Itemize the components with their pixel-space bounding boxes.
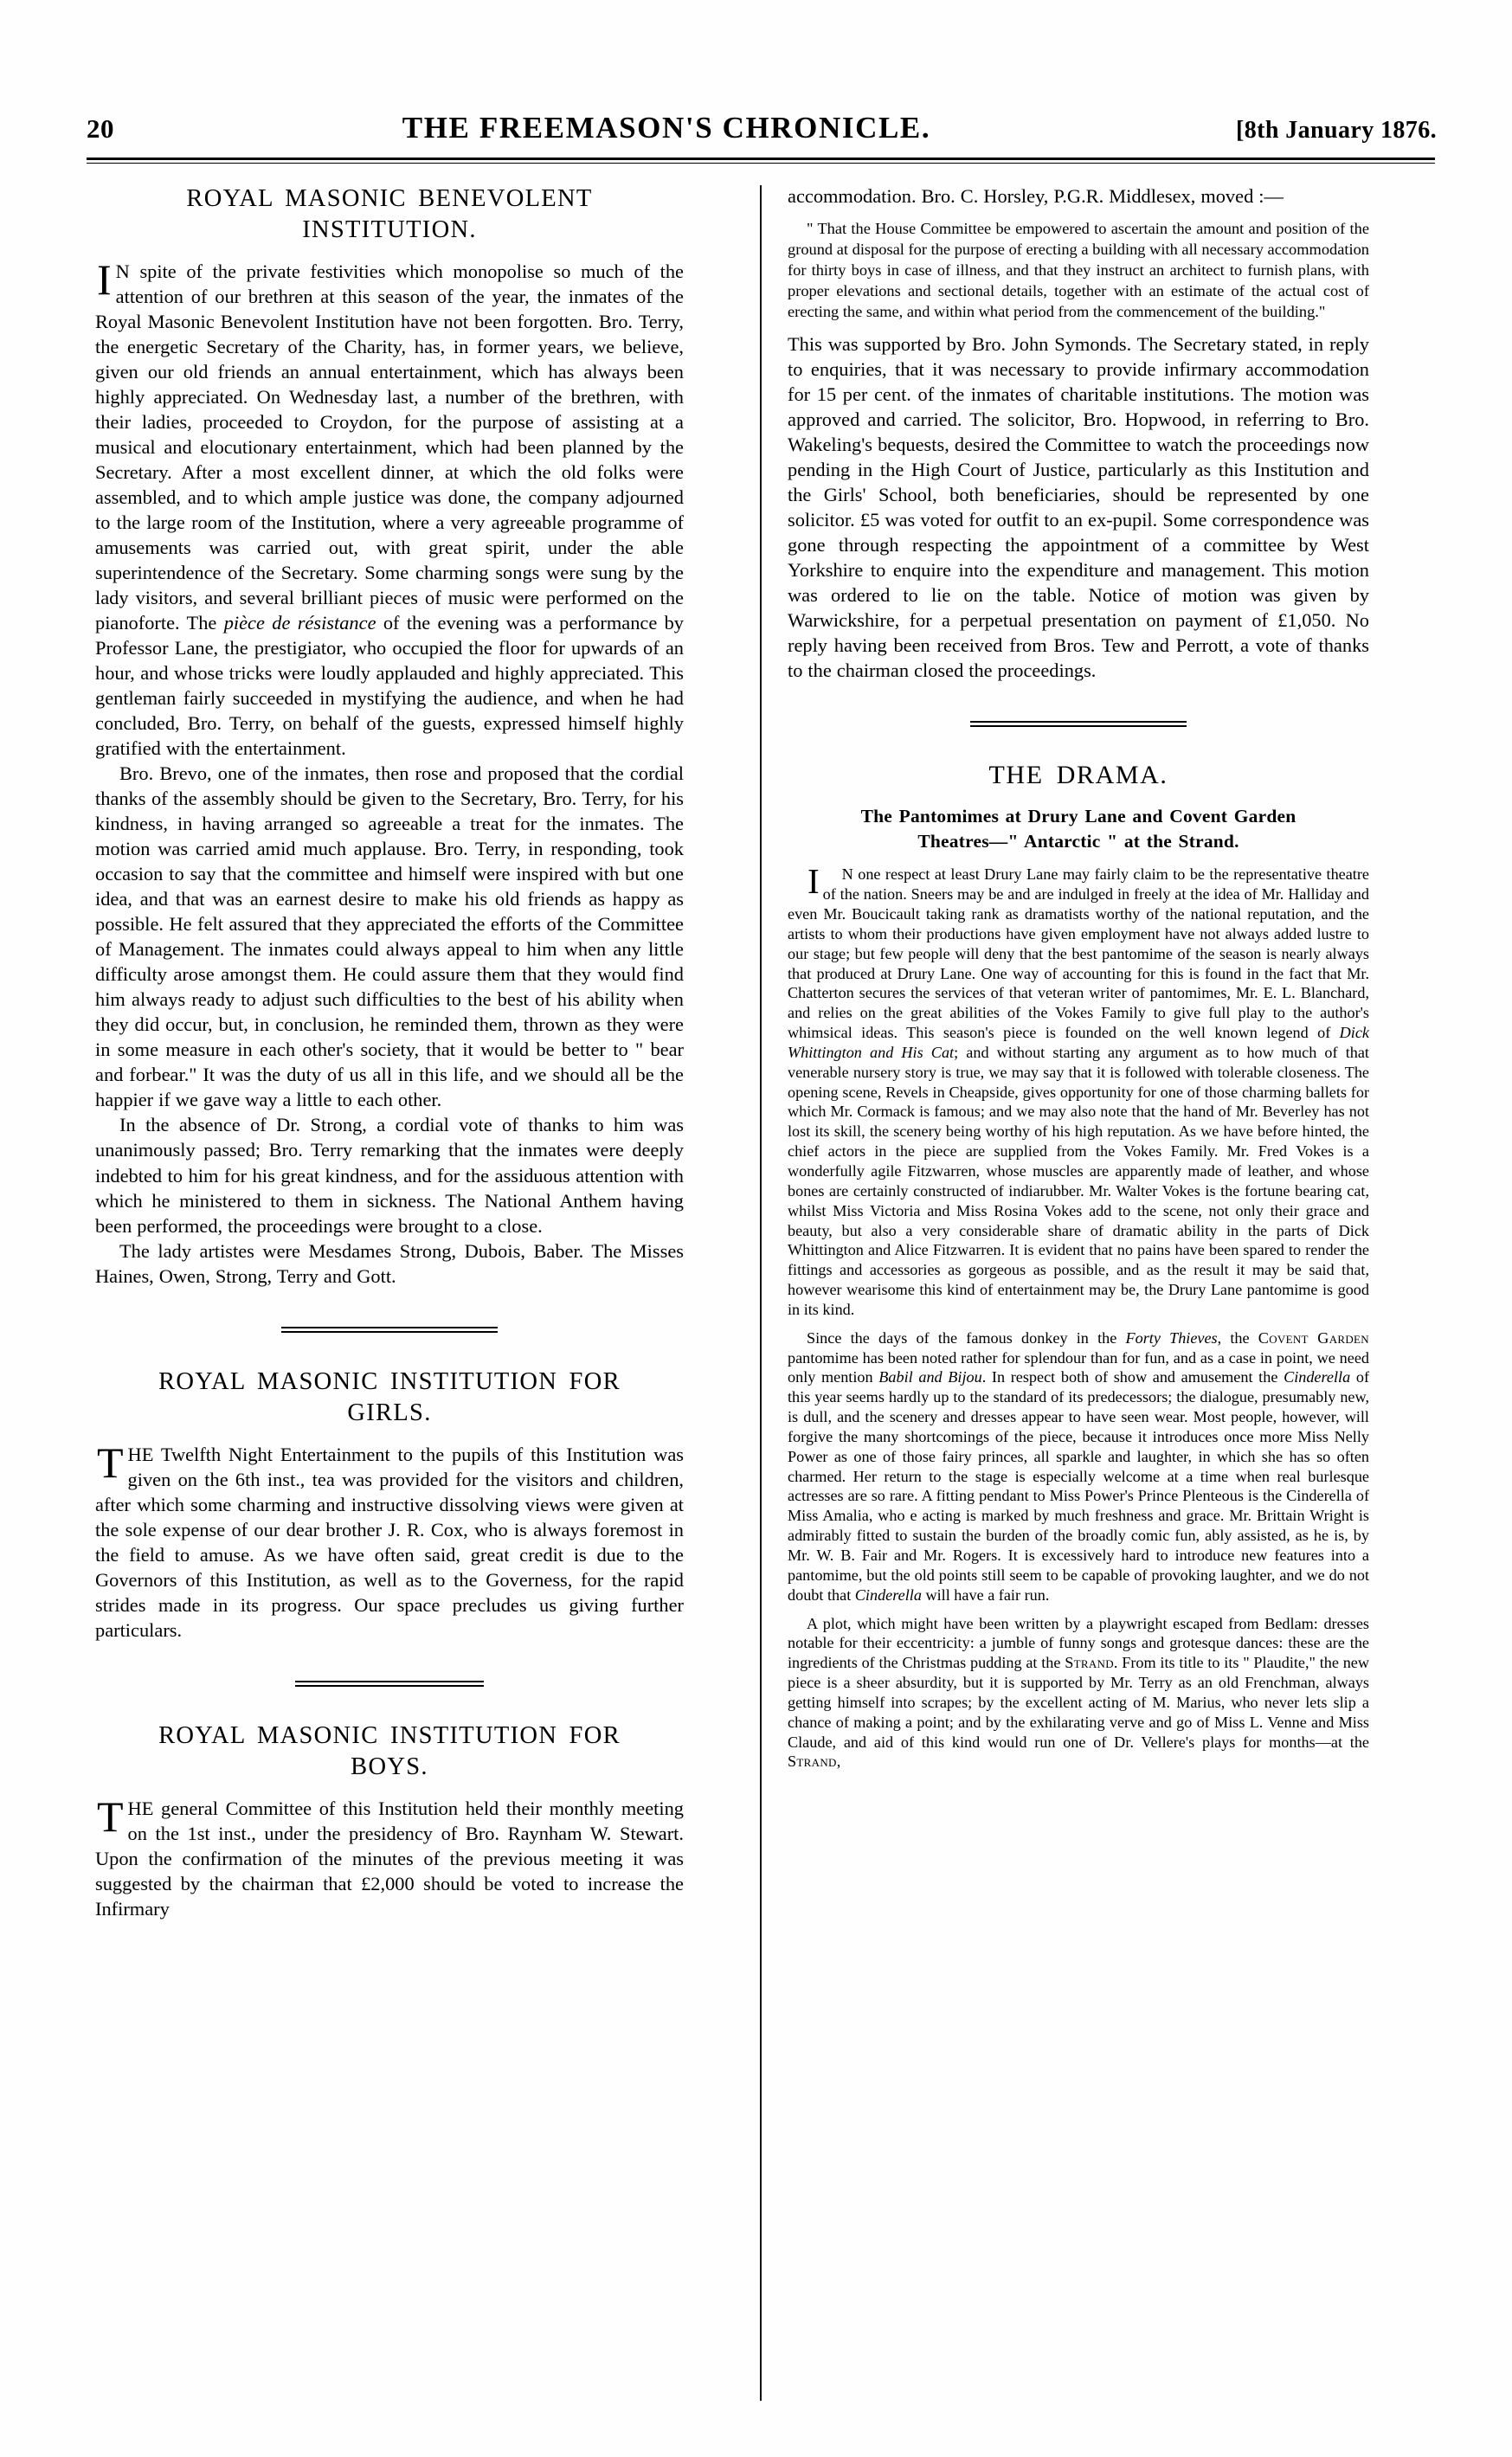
drama-dropcap: I — [807, 861, 820, 902]
drama-subheading-line1: The Pantomimes at Drury Lane and Covent Garden — [860, 805, 1296, 827]
article-the-drama — [788, 761, 1369, 1772]
article1-para1-text: N spite of the private festivities which monopolise so much of the attention of our brethren at this season of the year, the inmates of the Royal Masonic Benevolent Institution have not been forgotten. Bro. Terry, the energetic Secretary of the Charity, has, in former years, we believe, given our old friends an annual entertainment, which has always been highly appreciated. On Wednesday last, a number of the brethren, with their ladies, proceeded to Croydon, for the purpose of assisting at a musical and elocutionary entertainment, which had been planned by the Secretary. After a most excellent dinner, at which the old folks were assembled, and to which ample justice was done, the company adjourned to the large room of the Institution, where a very agreeable programme of amusements was carried out, with great spirit, under the able superintendence of the Secretary. Some charming songs were sung by the lady visitors, and several brilliant pieces of music were performed on the pianoforte. The — [95, 260, 684, 634]
drama-subheading-line2: Theatres—" Antarctic " at the Strand. — [917, 831, 1239, 852]
article3-heading-line2: BOYS. — [351, 1753, 428, 1781]
issue-date: [8th January 1876. — [1236, 117, 1437, 144]
article2-heading — [95, 1367, 684, 1430]
drama-para2-d: . In respect both of show and amusement the — [981, 1368, 1284, 1386]
drama-para1-b: ; and without starting any argument as to how much of that venerable nursery story is true, we may say that it is followed with tolerable closeness. The opening scene, Revels in Cheapside, gives opportunity for one of those charming ballets for which Mr. Cormack is famous; and we may also note that the hand of Mr. Beverley has not lost its skill, the scenery being worthy of his high reputation. As we have before hinted, the chief actors in the piece are supplied from the Vokes Family. Mr. Fred Vokes is a wonderfully agile Fitzwarren, whose muscles are apparently made of leather, and whose bones are certainly constructed of indiarubber. Mr. Walter Vokes is the fortune bearing cat, whilst Miss Victoria and Miss Rosina Vokes add to the scene, not only their grace and beauty, but also a very considerable share of dramatic ability in the parts of Dick Whittington and Alice Fitzwarren. It is evident that no pains have been spared to render the fittings and accessories as gorgeous as possible, and as the result it may be said that, however wearisome this kind of entertainment may be, the Drury Lane pantomime is good in its kind. — [788, 1043, 1369, 1318]
article-royal-masonic-institution-for-girls — [95, 1367, 684, 1643]
section-divider-2 — [295, 1681, 484, 1686]
article-royal-masonic-institution-for-boys — [95, 1721, 684, 1921]
article1-heading — [95, 183, 684, 247]
drama-para2-italic-babil-and-bijou: Babil and Bijou — [878, 1368, 982, 1386]
article3-heading-line1: ROYAL MASONIC INSTITUTION FOR — [158, 1721, 621, 1749]
article3-dropcap: T — [97, 1791, 124, 1841]
drama-para3-c: , — [836, 1753, 841, 1771]
drama-para1-a: N one respect at least Drury Lane may fairly claim to be the representative theatre of the nation. Sneers may be and are indulged in freely at the idea of Mr. Halliday and even Mr. Boucicault taking rank as dramatists worthy of the national reputation, and the artists to whom their productions have given employment have not always added lustre to our stage; but few people will deny that the best pantomime of the season is nearly always that produced at Drury Lane. One way of accounting for this is found in the fact that Mr. Chatterton secures the services of that veteran writer of pantomimes, Mr. E. L. Blanchard, and relies on the great abilities of the Vokes Family to give full play to the author's whimsical ideas. This season's piece is founded on the well known legend of — [788, 865, 1369, 1042]
section-divider-3 — [970, 721, 1187, 726]
drama-para2-italic-cinderella-1: Cinderella — [1284, 1368, 1351, 1386]
article3-para1-text: HE general Committee of this Institution held their monthly meeting on the 1st inst., under the presidency of Bro. Raynham W. Stewart. Upon the confirmation of the minutes of the previous meeting it was suggested by the chairman that £2,000 should be voted to increase the Infirmary — [95, 1797, 684, 1920]
article1-heading-line2: INSTITUTION. — [302, 216, 477, 244]
drama-para3-a: A plot, which might have been written by a playwright escaped from Bedlam: dresses notable for their eccentricity: a jumble of funny songs and grotesque dances: these are the ingredients of the Christmas pudding at the — [788, 1614, 1369, 1672]
article2-para1-text: HE Twelfth Night Entertainment to the pupils of this Institution was given on the 6th inst., tea was provided for the visitors and children, after which some charming and instructive dissolving views were given at the sole expense of our dear brother J. R. Cox, who is always foremost in the field to amuse. As we have often said, great credit is due to the Governors of this Institution, as well as to the Governess, for the rapid strides made in its progress. Our space precludes us giving further particulars. — [95, 1443, 684, 1641]
masthead-rule-thick — [87, 158, 1435, 160]
article1-paragraph-3: In the absence of Dr. Strong, a cordial vote of thanks to him was unanimously passed; Bro. Terry remarking that the inmates were deeply indebted to him for his great kindness, and for the assiduous attention with which he ministered to them in sickness. The National Anthem having been performed, the proceedings were brought to a close. — [95, 1114, 684, 1237]
column-divider-rule — [760, 185, 762, 2401]
article1-para1-italic: pièce de résistance — [223, 612, 376, 634]
drama-paragraph-1 — [788, 861, 1369, 1319]
article1-paragraph-2: Bro. Brevo, one of the inmates, then rose and proposed that the cordial thanks of the assembly should be given to the Secretary, Bro. Terry, for his kindness, in having arranged so agreeable a treat for the inmates. The motion was carried amid much applause. Bro. Terry, in responding, took occasion to say that the committee and himself were inspired with but one idea, and that was an earnest desire to make his old friends as happy as possible. He felt assured that they appreciated the efforts of the Committee of Management. The inmates could always appeal to him when any little difficulty arose amongst them. He could assure them that they would find him always ready to adjust such difficulties to the best of his ability when they did occur, but, in conclusion, he reminded them, thrown as they were in some measure in each other's society, that it would be better to " bear and forbear." It was the duty of us all in this life, and we should all be the happier if we gave way a little to each other. — [95, 762, 684, 1111]
resolution-quote: " That the House Committee be empowered to ascertain the amount and position of the ground at disposal for the purpose of erecting a building with all necessary accommodation for thirty boys in case of illness, and that they instruct an architect to furnish plans, with proper elevations and sectional details, together with an estimate of the actual cost of erecting the same, and within what period from the commencement of the building." — [788, 220, 1369, 320]
drama-para3-smallcaps-strand-2: Strand — [788, 1753, 837, 1771]
drama-para3-b: . From its title to its " Plaudite," the new piece is a sheer absurdity, but it is supported by Mr. Terry as an old Frenchman, always getting himself into scrapes; by the excellent acting of M. Marius, who never lets slip a chance of making a point; and by the exhilarating verve and go of Miss L. Venne and Miss Claude, and aid of this kind would run one of Dr. Vellere's plays for months—at the — [788, 1654, 1370, 1751]
drama-para2-c: pantomime has been noted rather for splendour than for fun, and as a case in point, we need only mention — [788, 1348, 1369, 1386]
drama-subheading — [788, 804, 1369, 854]
publication-title: THE FREEMASON'S CHRONICLE. — [402, 111, 931, 145]
drama-para2-italic-cinderella-2: Cinderella — [854, 1585, 922, 1604]
drama-para2-b: , the — [1217, 1328, 1258, 1347]
masthead — [87, 111, 1437, 156]
article2-heading-line1: ROYAL MASONIC INSTITUTION FOR — [158, 1367, 621, 1395]
article2-heading-line2: GIRLS. — [347, 1399, 432, 1427]
drama-paragraph-3 — [788, 1614, 1369, 1772]
right-paragraph-after-quote: This was supported by Bro. John Symonds. The Secretary stated, in reply to enquiries, that it was necessary to provide infirmary accommodation for 15 per cent. of the inmates of charitable institutions. The motion was approved and carried. The solicitor, Bro. Hopwood, in referring to Bro. Wakeling's bequests, desired the Committee to watch the proceedings now pending in the High Court of Justice, particularly as this Institution and the Girls' School, both beneficiaries, should be represented by one solicitor. £5 was voted for outfit to an ex-pupil. Some correspondence was gone through respecting the appointment of a committee by West Yorkshire to enquire into the expenditure and management. This motion was ordered to lie on the table. Notice of motion was given by Warwickshire, for a perpetual presentation on payment of £1,050. No reply having been received from Bros. Tew and Perrott, a vote of thanks to the chairman closed the proceedings. — [788, 332, 1369, 681]
masthead-rule-thin — [87, 163, 1435, 164]
article3-paragraph-1 — [95, 1791, 684, 1921]
drama-para3-smallcaps-strand-1: Strand — [1065, 1654, 1114, 1672]
drama-para1-italic-title: Dick Whittington and His Cat — [788, 1024, 1369, 1061]
section-divider-1 — [281, 1327, 498, 1332]
article1-heading-line1: ROYAL MASONIC BENEVOLENT — [186, 185, 593, 212]
left-column — [95, 183, 684, 1921]
article1-dropcap: I — [97, 254, 112, 304]
drama-para2-italic-forty-thieves: Forty Thieves — [1125, 1328, 1218, 1347]
drama-para2-f: will have a fair run. — [921, 1585, 1050, 1604]
article-royal-masonic-benevolent-institution — [95, 183, 684, 1289]
article1-paragraph-1 — [95, 254, 685, 761]
right-continuation-paragraph: accommodation. Bro. C. Horsley, P.G.R. Middlesex, moved :— — [788, 185, 1284, 207]
drama-heading: THE DRAMA. — [988, 760, 1168, 789]
right-column — [769, 183, 1369, 1772]
drama-para2-e: of this year seems hardly up to the standard of its predecessors; the dialogue, presumably new, is dull, and the scenery and dresses appear to have seen wear. Most people, however, will forgive the many shortcomings of the piece, because it introduces once more Miss Nelly Power as one of those fairy princes, all sparkle and laughter, in which she has so often charmed. Her return to the stage is especially welcome at a time when real burlesque actresses are so rare. A fitting pendant to Miss Power's Prince Plenteous is the Cinderella of Miss Amalia, who e acting is marked by much freshness and grace. Mr. Brittain Wright is admirably fitted to sustain the burden of the broadly comic fun, ably assisted, as he is, by Mr. W. B. Fair and Mr. Rogers. It is excessively hard to introduce new features into a pantomime, but the old points still seem to be capable of provoking laughter, and we do not doubt that — [788, 1368, 1370, 1604]
drama-para2-a: Since the days of the famous donkey in the — [807, 1328, 1126, 1347]
article2-paragraph-1 — [95, 1438, 684, 1643]
article3-heading — [95, 1721, 684, 1784]
article-boys-continued — [788, 183, 1369, 683]
article1-para1-cont: of the evening was a performance by Professor Lane, the prestigiator, who occupied the floor for upwards of an hour, and whose tricks were loudly applauded and highly appreciated. This gentleman fairly succeeded in mystifying the audience, and when he had concluded, Bro. Terry, on behalf of the guests, expressed himself highly gratified with the entertainment. — [95, 612, 685, 760]
article2-dropcap: T — [97, 1438, 124, 1487]
drama-para2-smallcaps-covent-garden: Covent Garden — [1258, 1328, 1369, 1347]
article1-paragraph-4: The lady artistes were Mesdames Strong, Dubois, Baber. The Misses Haines, Owen, Strong, Terry and Gott. — [95, 1239, 684, 1287]
drama-paragraph-2 — [788, 1328, 1369, 1605]
page-folio-number: 20 — [87, 113, 114, 144]
